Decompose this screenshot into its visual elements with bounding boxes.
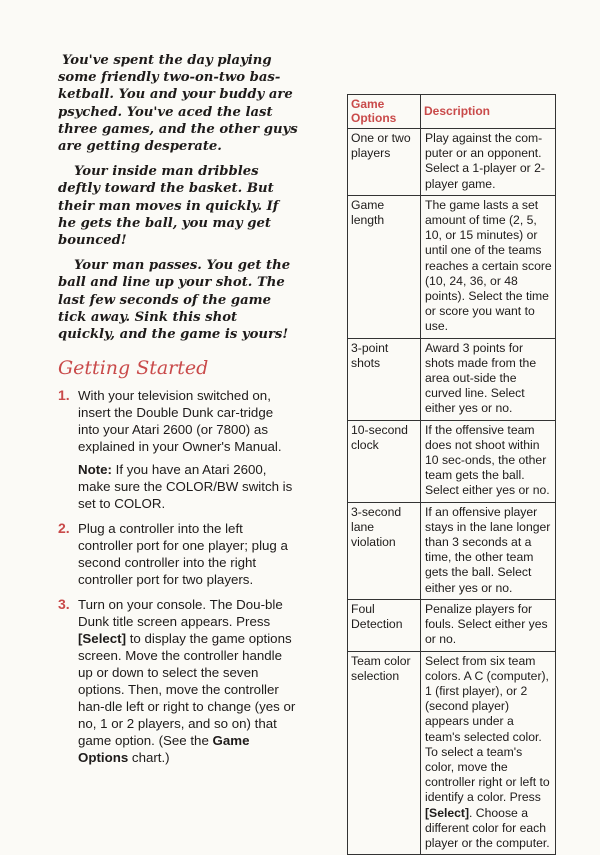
steps-list	[58, 387, 298, 766]
step-text-part: to display the game options screen. Move the controller handle up or down to select the seven options. Then, move the controller han-dle left or right to change (yes or no, 1 or 2 players, and so on) that game option. (See the	[78, 631, 296, 749]
step-text-part: Turn on your console. The Dou-ble Dunk title screen appears. Press	[78, 597, 283, 630]
step-text	[78, 596, 298, 766]
note-label: Note:	[78, 462, 112, 478]
table-row	[348, 129, 556, 196]
table-row	[348, 599, 556, 651]
option-cell: Game length	[348, 195, 421, 338]
section-heading: Getting Started	[58, 357, 209, 380]
select-key-label: [Select]	[78, 631, 127, 647]
column-header-description: Description	[421, 95, 556, 129]
table-row	[348, 420, 556, 502]
description-cell: Award 3 points for shots made from the area out-side the curved line. Select either yes or no.	[421, 338, 556, 420]
step-number: 3.	[58, 596, 70, 613]
table-row	[348, 338, 556, 420]
left-column	[58, 52, 298, 774]
description-cell: Play against the com-puter or an opponent. Select a 1-player or 2-player game.	[421, 129, 556, 196]
table-row	[348, 195, 556, 338]
table-row	[348, 651, 556, 855]
table-header-row	[348, 95, 556, 129]
step-number: 2.	[58, 520, 70, 537]
note-text: If you have an Atari 2600, make sure the COLOR/BW switch is set to COLOR.	[78, 462, 293, 512]
description-cell: If an offensive player stays in the lane longer than 3 seconds at a time, the other team gets the ball. Select either yes or no.	[421, 502, 556, 599]
step-text-part: chart.)	[128, 750, 170, 766]
game-options-table	[347, 94, 556, 855]
option-cell: One or two players	[348, 129, 421, 196]
option-cell: 3-point shots	[348, 338, 421, 420]
intro-paragraph: Your man passes. You get the ball and line up your shot. The last few seconds of the game tick away. Sink this shot quickly, and the game is yours!	[58, 258, 291, 343]
description-part: . Choose a different color for each player or the computer.	[425, 805, 550, 850]
option-cell: Foul Detection	[348, 599, 421, 651]
description-cell: Penalize players for fouls. Select either yes or no.	[421, 599, 556, 651]
option-cell: 3-second lane violation	[348, 502, 421, 599]
intro-story	[58, 52, 298, 343]
table-row	[348, 502, 556, 599]
step-number: 1.	[58, 387, 70, 404]
step-text: With your television switched on, insert the Double Dunk car-tridge into your Atari 2600 (or 7800) as explained in your Owner's Manual.	[78, 388, 282, 455]
step-item	[58, 387, 298, 512]
intro-paragraph: You've spent the day playing some friendly two-on-two bas-ketball. You and your buddy are psyched. You've aced the last three games, and the other guys are getting desperate.	[58, 53, 298, 155]
step-text: Plug a controller into the left controller port for one player; plug a second controller into the right controller port for two players.	[78, 521, 288, 588]
description-part: Select from six team colors. A C (computer), 1 (first player), or 2 (second player) appears under a team's selected color. To select a team's color, move the controller right or left to identify a color. Press	[425, 653, 550, 805]
intro-paragraph: Your inside man dribbles deftly toward the basket. But their man moves in quickly. If he gets the ball, you may get bounced!	[58, 164, 279, 249]
description-cell: If the offensive team does not shoot within 10 sec-onds, the other team gets the ball. Select either yes or no.	[421, 420, 556, 502]
chart-reference: Game Options	[78, 733, 250, 766]
step-note	[78, 461, 298, 512]
select-key-label: [Select]	[425, 805, 470, 820]
column-header-options: Game Options	[348, 95, 421, 129]
step-item	[58, 520, 298, 588]
description-cell	[421, 651, 556, 855]
step-item	[58, 596, 298, 766]
option-cell: 10-second clock	[348, 420, 421, 502]
description-cell: The game lasts a set amount of time (2, 5, 10, or 15 minutes) or until one of the teams reaches a certain score (10, 24, 36, or 48 points). Select the time or score you want to use.	[421, 195, 556, 338]
option-cell: Team color selection	[348, 651, 421, 855]
